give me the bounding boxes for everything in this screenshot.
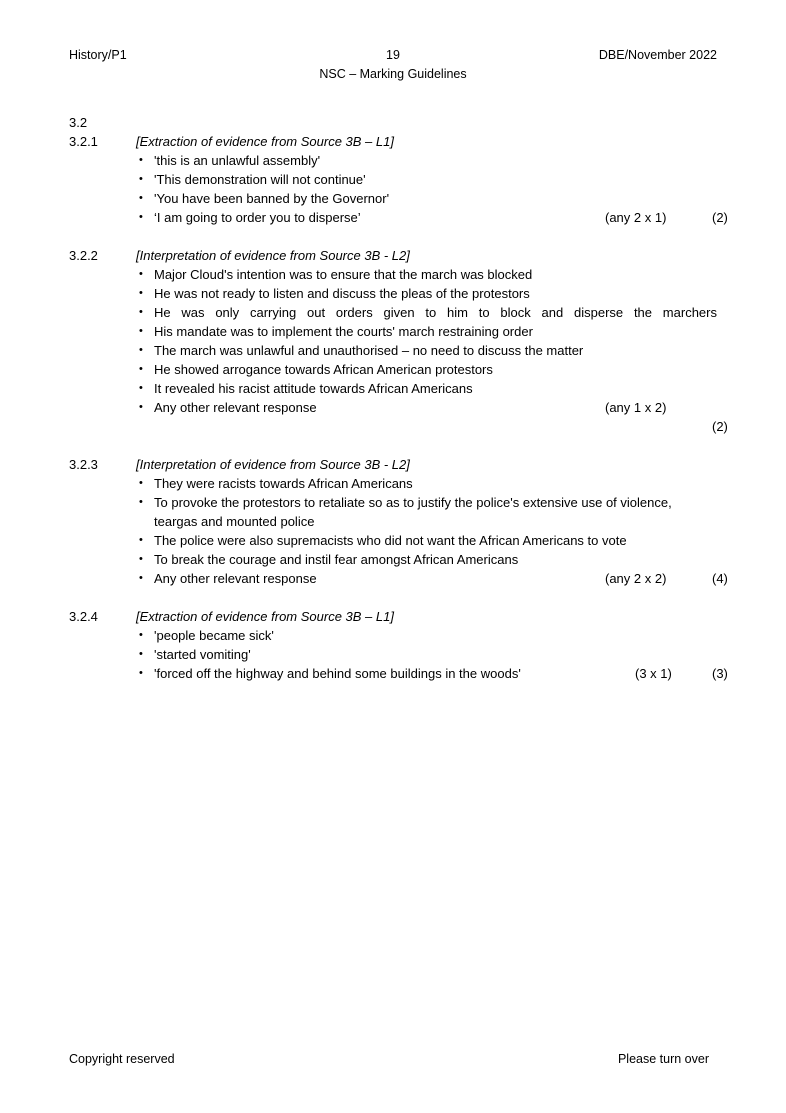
header-row-1 <box>69 46 717 65</box>
answer-bullet-text: • 'You have been banned by the Governor' <box>154 191 390 206</box>
footer-copyright: Copyright reserved <box>69 1052 175 1066</box>
question-block <box>69 132 728 227</box>
question-number: 3.2.3 <box>69 457 98 472</box>
answer-bullet <box>69 379 717 398</box>
answer-bullet <box>69 341 717 360</box>
marks-formula: (3 x 1) <box>635 666 672 681</box>
answer-bullet-text: • The police were also supremacists who did not want the African Americans to vote <box>154 533 627 548</box>
header-exam-session: DBE/November 2022 <box>598 48 717 62</box>
page-header <box>69 46 717 84</box>
answer-bullet <box>69 664 728 683</box>
answer-bullet <box>69 208 728 227</box>
question-block <box>69 455 728 588</box>
answer-bullet-text: Any other relevant response <box>154 571 317 586</box>
question-heading <box>69 455 717 474</box>
question-heading <box>69 132 717 151</box>
answer-bullet <box>69 303 717 322</box>
question-cognitive-level: [Interpretation of evidence from Source 3B - L2] <box>136 248 410 263</box>
answer-bullet-text: • 'started vomiting' <box>154 647 251 662</box>
answer-bullet-text: • 'this is an unlawful assembly' <box>154 153 321 168</box>
answer-bullet-text: • 'This demonstration will not continue' <box>154 172 366 187</box>
answer-bullet <box>69 398 717 417</box>
header-subject: History/P1 <box>69 48 127 62</box>
answer-bullet <box>69 474 717 493</box>
header-document-title: NSC – Marking Guidelines <box>319 67 467 81</box>
page-content <box>69 113 728 683</box>
answer-bullet <box>69 493 717 531</box>
answer-bullet <box>69 569 728 588</box>
answer-bullet <box>69 284 717 303</box>
answer-bullet-text: • 'people became sick' <box>154 628 274 643</box>
answer-bullet <box>69 531 717 550</box>
answer-bullet <box>69 189 717 208</box>
answer-bullet <box>69 626 717 645</box>
answer-bullet-text: • The march was unlawful and unauthorised – no need to discuss the matter <box>154 343 584 358</box>
answer-bullet <box>69 550 717 569</box>
question-block <box>69 607 728 683</box>
answer-bullet-text: • He was not ready to listen and discuss the pleas of the protestors <box>154 286 530 301</box>
block-spacer <box>69 588 717 607</box>
answer-bullet-list <box>69 265 717 417</box>
answer-bullet <box>69 322 717 341</box>
answer-bullet-text: • It revealed his racist attitude towards African Americans <box>154 381 473 396</box>
answer-bullet-text: • They were racists towards African Americans <box>154 476 413 491</box>
answer-bullet-text: • To provoke the protestors to retaliate so as to justify the police's extensive use of violence, teargas and mounted police <box>154 495 672 529</box>
answer-bullet <box>69 151 717 170</box>
answer-bullet-text: • His mandate was to implement the courts' march restraining order <box>154 324 533 339</box>
marks-total: (4) <box>712 571 728 586</box>
marks-total-line <box>69 417 728 436</box>
section-label-3-2: 3.2 <box>69 115 88 130</box>
question-heading <box>69 607 717 626</box>
answer-bullet <box>69 170 717 189</box>
header-row-2 <box>69 65 717 84</box>
question-cognitive-level: [Extraction of evidence from Source 3B – L1] <box>136 134 394 149</box>
question-block <box>69 246 728 436</box>
answer-bullet <box>69 265 717 284</box>
answer-bullet <box>69 645 717 664</box>
question-cognitive-level: [Interpretation of evidence from Source 3B - L2] <box>136 457 410 472</box>
marks-formula: (any 2 x 2) <box>605 571 667 586</box>
marks-total: (3) <box>712 666 728 681</box>
marks-total: (2) <box>712 419 728 434</box>
answer-bullet-text: • To break the courage and instil fear amongst African Americans <box>154 552 519 567</box>
answer-bullet-list <box>69 151 728 227</box>
marks-formula: (any 1 x 2) <box>605 400 667 415</box>
answer-bullet <box>69 360 717 379</box>
page-number: 19 <box>386 48 400 62</box>
question-number: 3.2.1 <box>69 134 98 149</box>
block-spacer <box>69 227 717 246</box>
marks-formula: (any 2 x 1) <box>605 210 667 225</box>
answer-bullet-text: • He was only carrying out orders given to him to block and disperse the marchers <box>154 305 717 320</box>
question-number: 3.2.2 <box>69 248 98 263</box>
block-spacer <box>69 436 717 455</box>
question-cognitive-level: [Extraction of evidence from Source 3B – L1] <box>136 609 394 624</box>
question-heading <box>69 246 717 265</box>
question-list <box>69 132 728 683</box>
question-number: 3.2.4 <box>69 609 98 624</box>
answer-bullet-list <box>69 474 728 588</box>
answer-bullet-text: ‘I am going to order you to disperse’ <box>154 210 361 225</box>
answer-bullet-text: • He showed arrogance towards African American protestors <box>154 362 493 377</box>
marks-total: (2) <box>712 210 728 225</box>
footer-turn-over: Please turn over <box>617 1052 709 1066</box>
answer-bullet-text: • Major Cloud's intention was to ensure that the march was blocked <box>154 267 533 282</box>
answer-bullet-text: 'forced off the highway and behind some buildings in the woods' <box>154 666 521 681</box>
answer-bullet-list <box>69 626 728 683</box>
answer-bullet-text: Any other relevant response <box>154 400 317 415</box>
